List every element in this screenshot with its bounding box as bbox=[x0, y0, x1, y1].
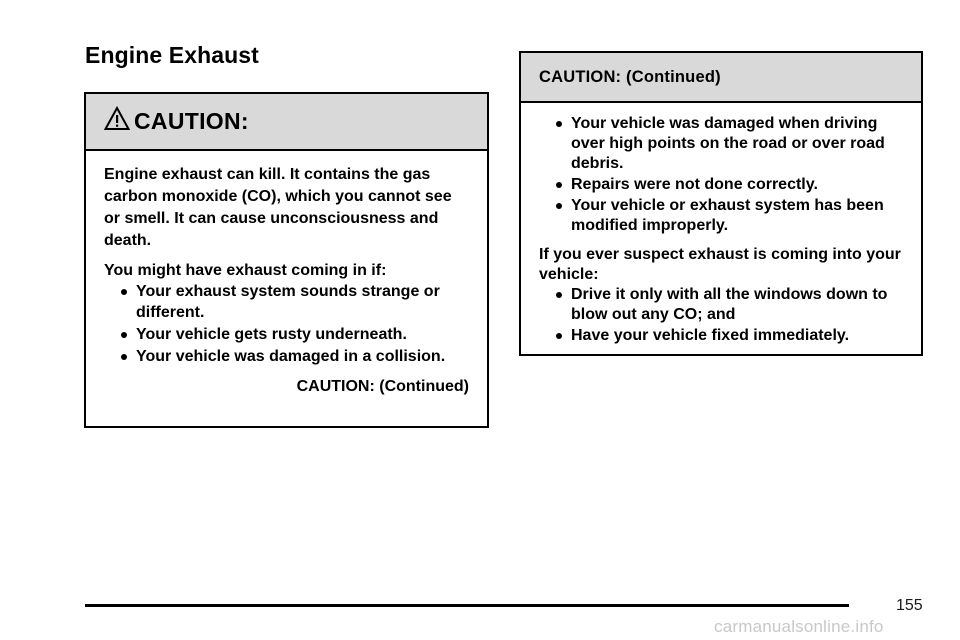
section-title: Engine Exhaust bbox=[85, 42, 259, 68]
list-item-text: Your exhaust system sounds strange or different. bbox=[136, 283, 440, 321]
caution-body bbox=[86, 151, 487, 397]
page-number: 155 bbox=[896, 597, 923, 614]
list-item-text: Drive it only with all the windows down to blow out any CO; and bbox=[571, 286, 888, 323]
continued-label: CAUTION: (Continued) bbox=[296, 378, 469, 395]
bullet-icon bbox=[556, 182, 562, 188]
caution-bullet-list bbox=[539, 285, 903, 346]
bullet-icon bbox=[556, 203, 562, 209]
list-item bbox=[553, 114, 903, 174]
bullet-icon bbox=[121, 354, 127, 360]
watermark: carmanualsonline.info bbox=[714, 617, 884, 636]
list-item bbox=[553, 326, 903, 346]
caution-heading: CAUTION: bbox=[134, 108, 249, 134]
list-item-text: Your vehicle was damaged when driving over high points on the road or over road debris. bbox=[571, 115, 885, 172]
caution-paragraph: If you ever suspect exhaust is coming into your vehicle: bbox=[539, 246, 901, 283]
list-item bbox=[118, 281, 469, 323]
caution-header bbox=[86, 94, 487, 151]
caution-paragraph: You might have exhaust coming in if: bbox=[104, 262, 387, 279]
list-item-text: Your vehicle was damaged in a collision. bbox=[136, 348, 446, 365]
list-item-text: Repairs were not done correctly. bbox=[571, 176, 818, 193]
caution-continued-header bbox=[521, 53, 921, 103]
caution-box bbox=[84, 92, 489, 428]
list-item-text: Your vehicle or exhaust system has been modified improperly. bbox=[571, 197, 884, 234]
bullet-icon bbox=[121, 332, 127, 338]
list-item bbox=[553, 175, 903, 195]
list-item bbox=[118, 324, 469, 345]
caution-continued-box bbox=[519, 51, 923, 356]
list-item-text: Your vehicle gets rusty underneath. bbox=[136, 326, 407, 343]
bullet-icon bbox=[556, 292, 562, 298]
caution-continued-body bbox=[521, 103, 921, 346]
footer-rule bbox=[85, 604, 849, 607]
list-item bbox=[118, 346, 469, 367]
bullet-icon bbox=[556, 333, 562, 339]
caution-bullet-list bbox=[539, 114, 903, 236]
list-item bbox=[553, 285, 903, 325]
list-item-text: Have your vehicle fixed immediately. bbox=[571, 327, 850, 344]
bullet-icon bbox=[556, 121, 562, 127]
caution-continued-heading: CAUTION: (Continued) bbox=[539, 67, 721, 86]
list-item bbox=[553, 196, 903, 236]
caution-bullet-list bbox=[104, 281, 469, 367]
bullet-icon bbox=[121, 289, 127, 295]
caution-paragraph: Engine exhaust can kill. It contains the gas carbon monoxide (CO), which you cannot see or smell. It can cause unconsciousness and death. bbox=[104, 166, 452, 249]
warning-triangle-icon bbox=[104, 106, 130, 132]
